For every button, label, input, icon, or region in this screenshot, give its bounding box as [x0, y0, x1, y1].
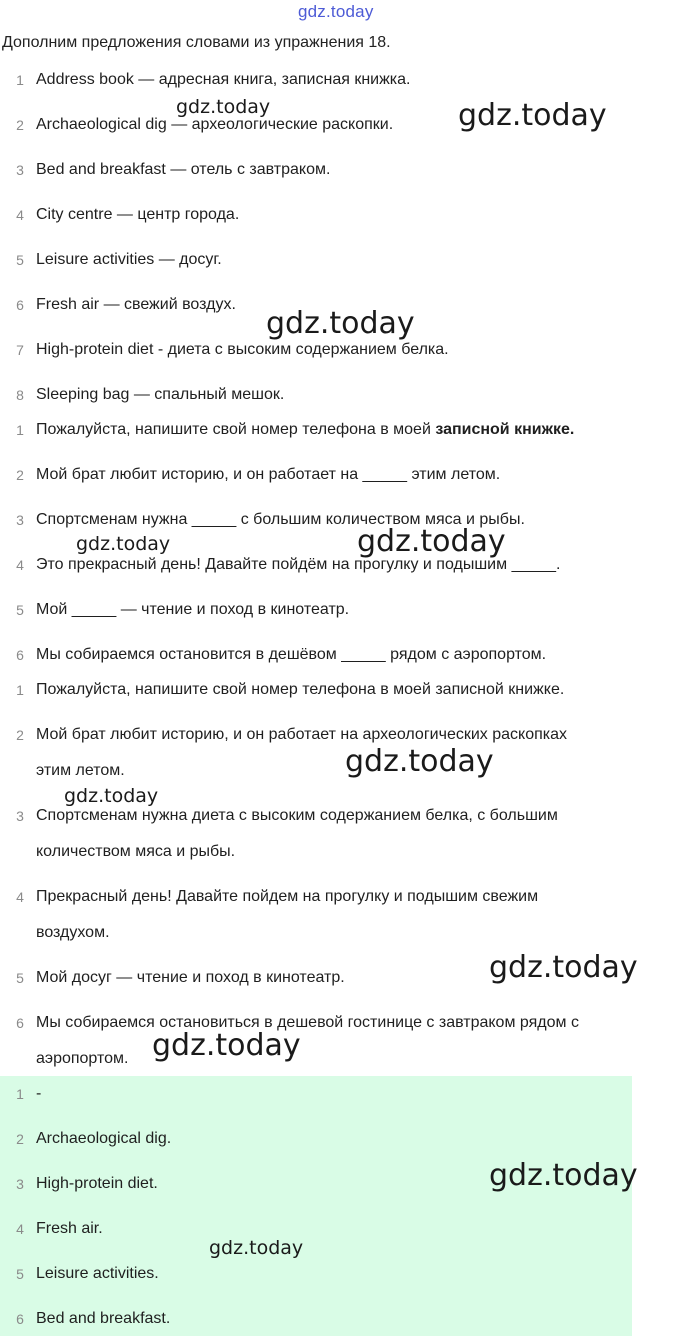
exercise-heading: Дополним предложения словами из упражнения 18.	[2, 34, 391, 51]
watermark: gdz.today	[76, 533, 171, 555]
watermark: gdz.today	[266, 306, 415, 341]
watermark: gdz.today	[345, 744, 494, 779]
watermark: gdz.today	[64, 785, 159, 807]
watermark: gdz.today	[209, 1237, 304, 1259]
watermark: gdz.today	[458, 98, 607, 133]
watermark: gdz.today	[489, 950, 638, 985]
watermark: gdz.today	[489, 1158, 638, 1193]
watermark: gdz.today	[176, 96, 271, 118]
site-logo: gdz.today	[298, 2, 374, 21]
watermark: gdz.today	[357, 524, 506, 559]
watermark: gdz.today	[152, 1028, 301, 1063]
answer-key-panel	[0, 1076, 632, 1336]
